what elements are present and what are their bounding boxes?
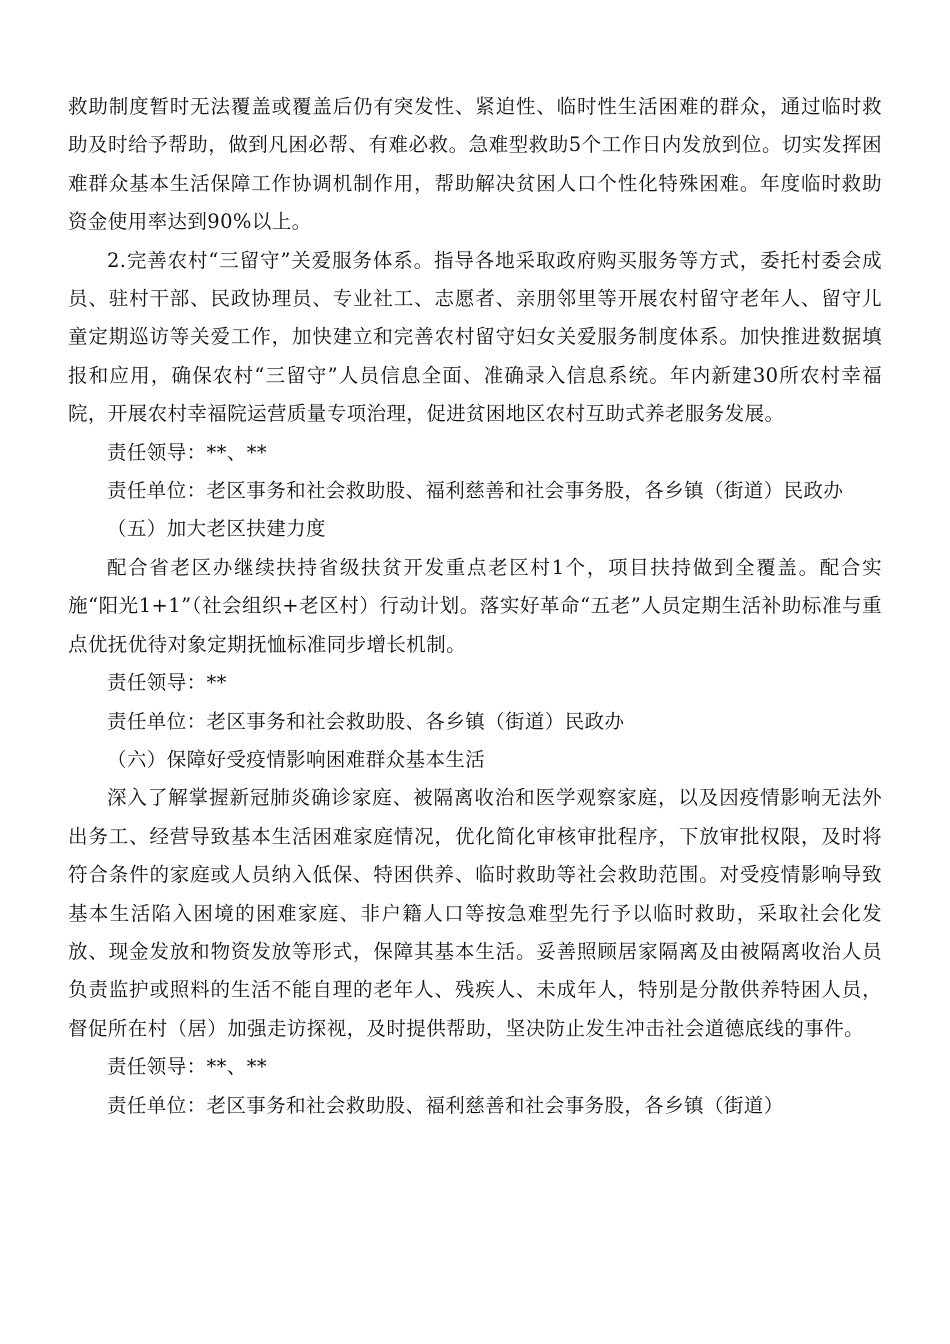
section-heading-epidemic-support: （六）保障好受疫情影响困难群众基本生活	[107, 747, 486, 771]
responsible-leader: 责任领导：**、**	[107, 440, 268, 464]
document-body	[68, 88, 882, 1125]
responsible-unit: 责任单位：老区事务和社会救助股、福利慈善和社会事务股，各乡镇（街道）民政办	[107, 479, 844, 503]
responsible-leader: 责任领导：**、**	[107, 1055, 268, 1079]
paragraph-epidemic-support: 深入了解掌握新冠肺炎确诊家庭、被隔离收治和医学观察家庭，以及因疫情影响无法外出务工、经营导致基本生活困难家庭情况，优化简化审核审批程序，下放审批权限，及时将符合条件的家庭或人员纳入低保、特困供养、临时救助等社会救助范围。对受疫情影响导致基本生活陷入困境的困难家庭、非户籍人口等按急难型先行予以临时救助，采取社会化发放、现金发放和物资发放等形式，保障其基本生活。妥善照顾居家隔离及由被隔离收治人员负责监护或照料的生活不能自理的老年人、残疾人、未成年人，特别是分散供养特困人员，督促所在村（居）加强走访探视，及时提供帮助，坚决防止发生冲击社会道德底线的事件。	[68, 786, 882, 1040]
responsible-unit: 责任单位：老区事务和社会救助股、各乡镇（街道）民政办	[107, 709, 625, 733]
section-heading-old-area-support: （五）加大老区扶建力度	[107, 517, 326, 541]
paragraph-temporary-relief: 救助制度暂时无法覆盖或覆盖后仍有突发性、紧迫性、临时性生活困难的群众，通过临时救助及时给予帮助，做到凡困必帮、有难必救。急难型救助5个工作日内发放到位。切实发挥困难群众基本生活保障工作协调机制作用，帮助解决贫困人口个性化特殊困难。年度临时救助资金使用率达到90%以上。	[68, 95, 882, 234]
paragraph-left-behind-care: 2.完善农村“三留守”关爱服务体系。指导各地采取政府购买服务等方式，委托村委会成员、驻村干部、民政协理员、专业社工、志愿者、亲朋邻里等开展农村留守老年人、留守儿童定期巡访等关爱工作，加快建立和完善农村留守妇女关爱服务制度体系。加快推进数据填报和应用，确保农村“三留守”人员信息全面、准确录入信息系统。年内新建30所农村幸福院，开展农村幸福院运营质量专项治理，促进贫困地区农村互助式养老服务发展。	[68, 248, 882, 426]
paragraph-old-area-support: 配合省老区办继续扶持省级扶贫开发重点老区村1个，项目扶持做到全覆盖。配合实施“阳光1+1”（社会组织+老区村）行动计划。落实好革命“五老”人员定期生活补助标准与重点优抚优待对象定期抚恤标准同步增长机制。	[68, 555, 882, 656]
responsible-leader: 责任领导：**	[107, 671, 227, 695]
responsible-unit: 责任单位：老区事务和社会救助股、福利慈善和社会事务股，各乡镇（街道）	[107, 1093, 784, 1117]
